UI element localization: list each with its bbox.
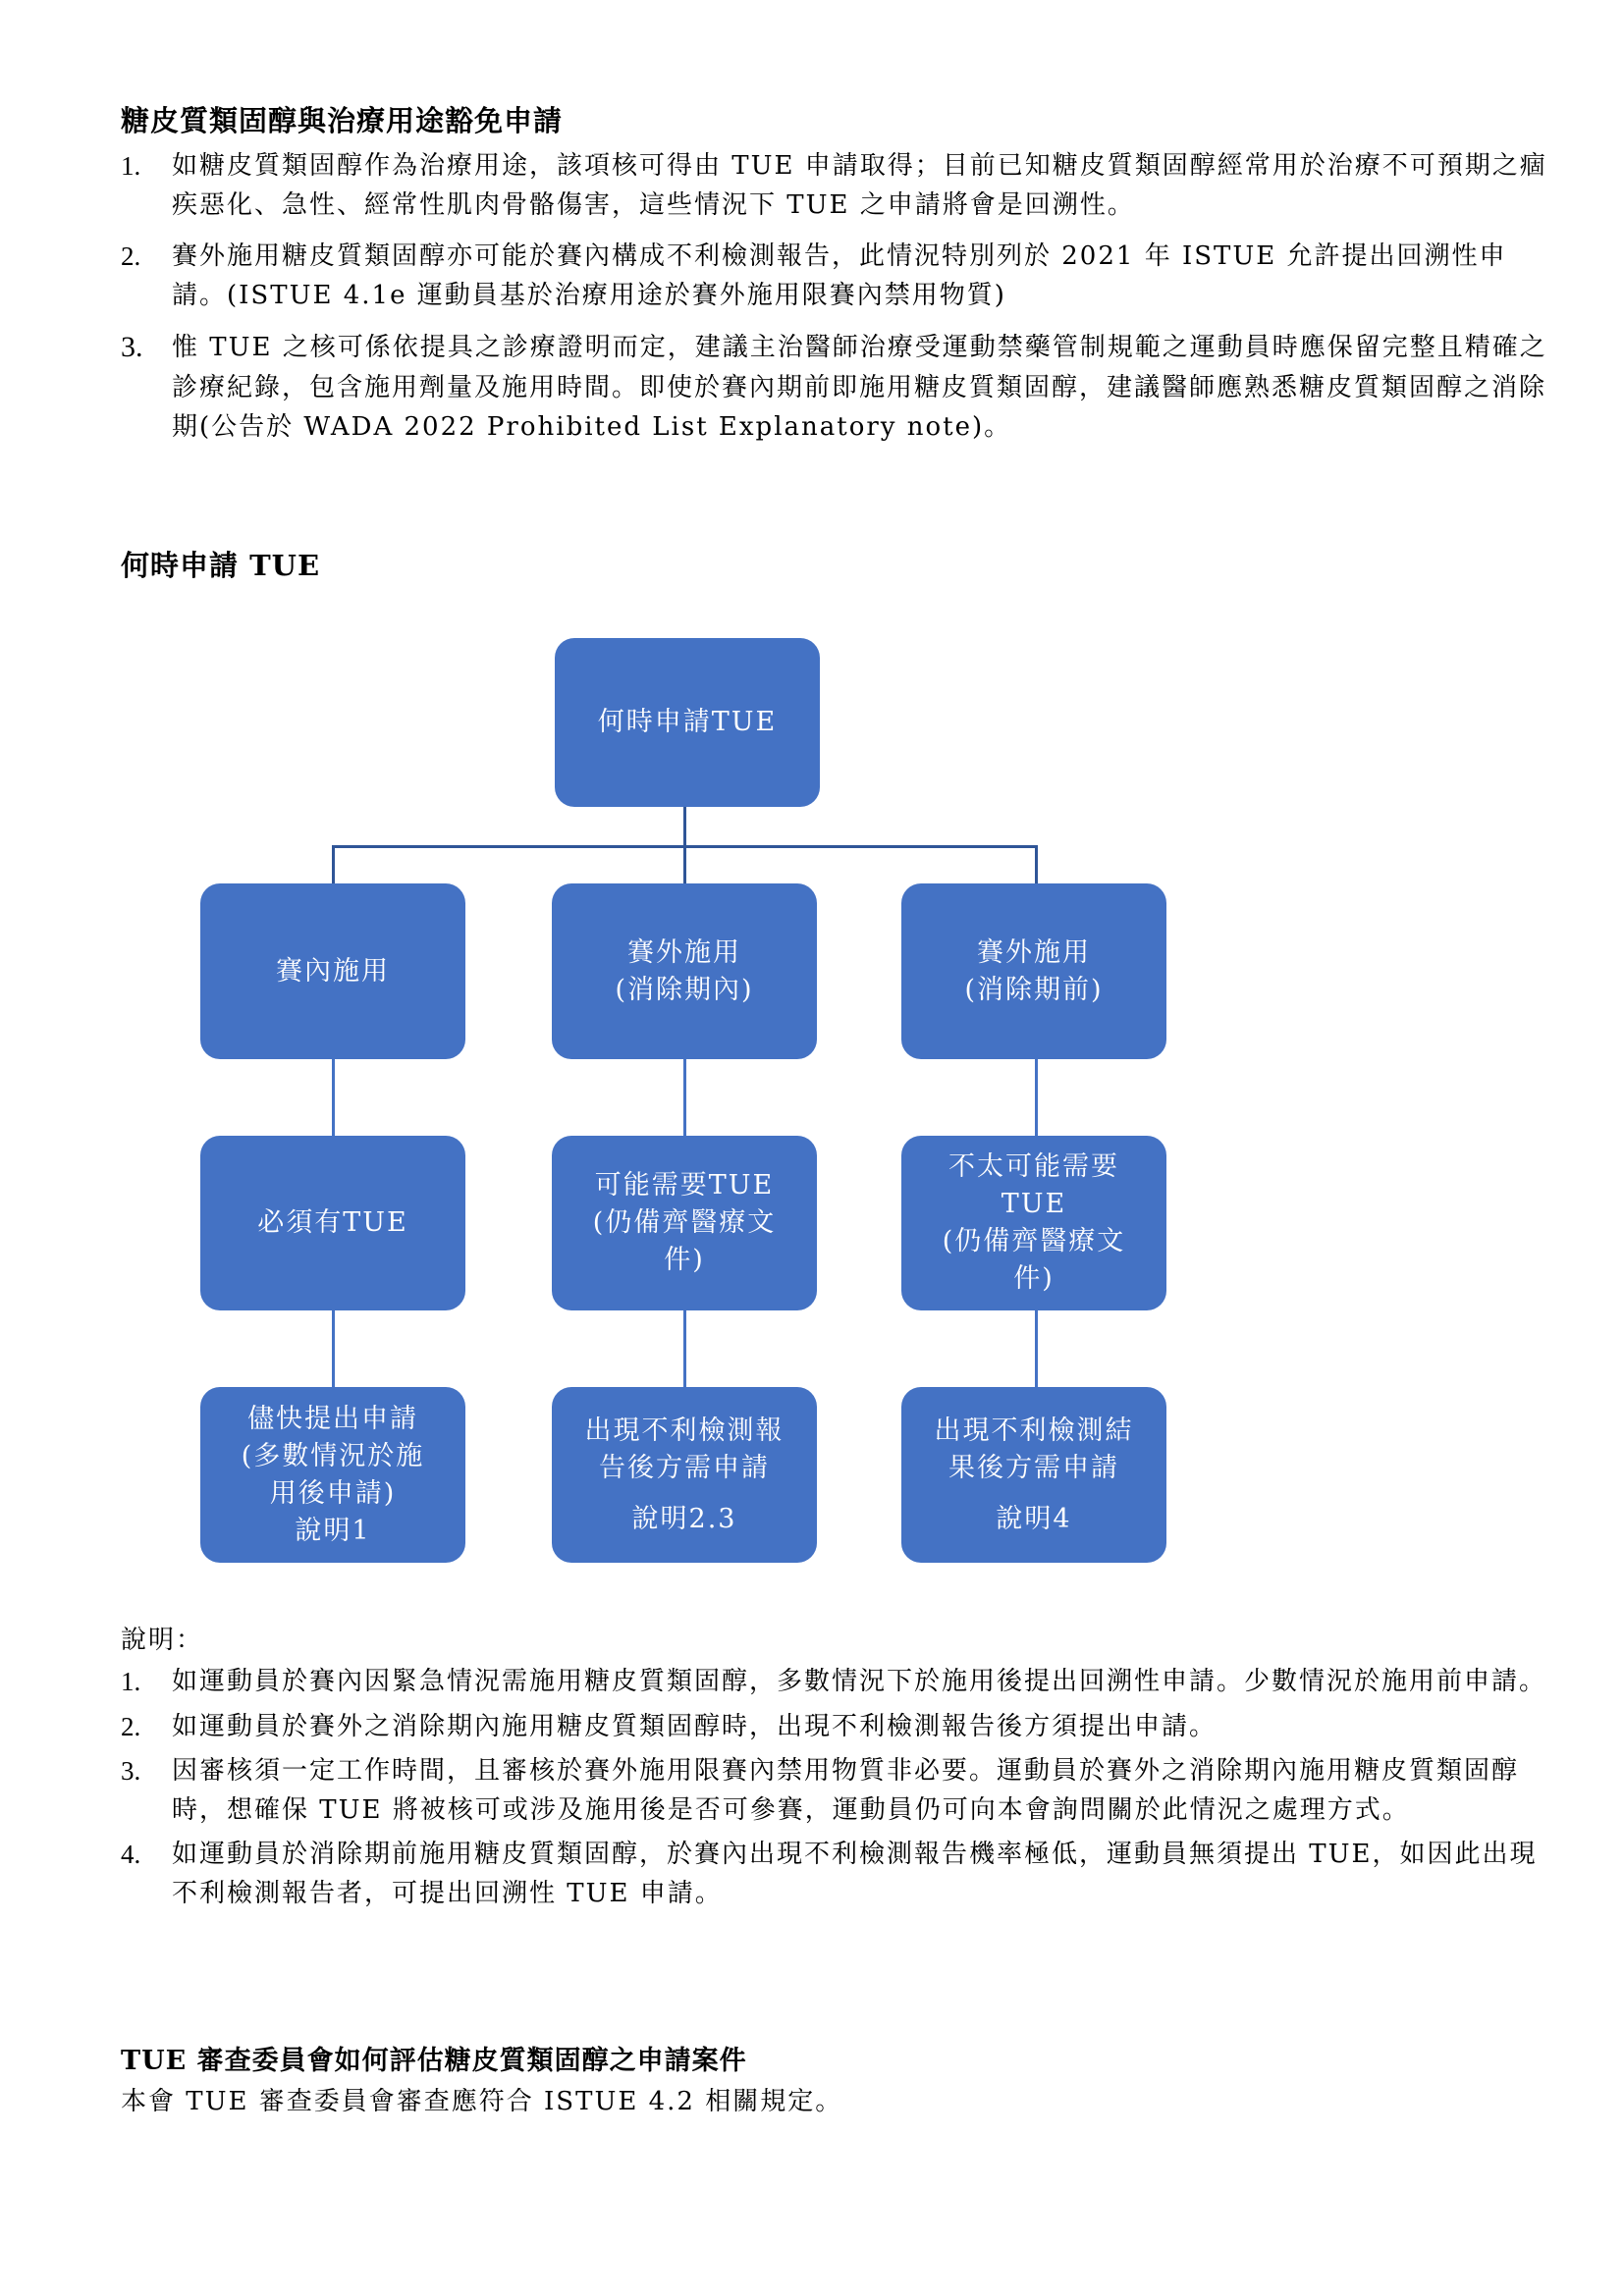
connector-horizontal [332, 845, 1037, 848]
list-number: 1. [121, 151, 141, 181]
node-label: 不太可能需要 [948, 1151, 1119, 1182]
node-apply-asap [200, 1387, 465, 1563]
connector-col3-l1-l2 [1035, 1059, 1038, 1136]
node-tue-may-be-required [552, 1136, 817, 1310]
list-text: 如運動員於賽外之消除期內施用糖皮質類固醇時，出現不利檢測報告後方須提出申請。 [172, 1711, 1218, 1741]
list-item [121, 1752, 1554, 1830]
node-label: 說明4 [996, 1503, 1072, 1534]
list-item [121, 1836, 1554, 1913]
node-in-competition-use [200, 883, 465, 1059]
node-label: 出現不利檢測報 [584, 1415, 785, 1446]
node-tue-unlikely-required [901, 1136, 1166, 1310]
node-label: (仍備齊醫療文 [592, 1207, 777, 1238]
list-number: 4. [121, 1840, 141, 1869]
node-label: (消除期前) [964, 974, 1104, 1005]
connector-col1-l1-l2 [332, 1059, 335, 1136]
section-heading-when-to-apply: 何時申請 TUE [121, 549, 321, 582]
node-apply-after-aaf [552, 1387, 817, 1563]
node-label: TUE [1001, 1189, 1067, 1219]
section-heading-glucocorticoid-tue: 糖皮質類固醇與治療用途豁免申請 [121, 104, 564, 137]
list-item [121, 328, 1554, 448]
notes-list [121, 1663, 1554, 1913]
connector-col1 [332, 845, 335, 883]
section-heading-review-committee: TUE 審查委員會如何評估糖皮質類固醇之申請案件 [121, 2046, 747, 2076]
list-number: 3. [121, 331, 143, 363]
node-out-of-competition-within-washout [552, 883, 817, 1059]
flowchart-root-node [555, 638, 820, 807]
section1-list [121, 147, 1554, 448]
list-item [121, 238, 1554, 315]
node-tue-required [200, 1136, 465, 1310]
node-label: 賽內施用 [276, 955, 390, 987]
node-label: 告後方需申請 [599, 1452, 770, 1483]
list-text: 因審核須一定工作時間，且審核於賽外施用限賽內禁用物質非必要。運動員於賽外之消除期內施用糖皮質類固醇時，想確保 TUE 將被核可或涉及施用後是否可參賽，運動員仍可向本會詢問關於此情況之處理方式。 [172, 1756, 1520, 1825]
node-label: 出現不利檢測結 [934, 1415, 1134, 1446]
node-label: 賽外施用 [627, 936, 741, 968]
list-item [121, 1663, 1554, 1702]
list-number: 2. [121, 1711, 141, 1741]
list-number: 2. [121, 241, 141, 271]
node-apply-after-aaf-result [901, 1387, 1166, 1563]
node-label: 何時申請TUE [597, 707, 778, 737]
list-number: 1. [121, 1667, 141, 1696]
node-label: 儘快提出申請 [247, 1403, 418, 1434]
review-committee-body: 本會 TUE 審查委員會審查應符合 ISTUE 4.2 相關規定。 [121, 2087, 843, 2116]
notes-heading: 說明： [121, 1626, 204, 1655]
connector-col2-l1-l2 [683, 1059, 686, 1136]
connector-col3-l2-l3 [1035, 1310, 1038, 1387]
node-label: 可能需要TUE [594, 1170, 775, 1201]
list-text: 如糖皮質類固醇作為治療用途，該項核可得由 TUE 申請取得；目前已知糖皮質類固醇經常用於治療不可預期之痼疾惡化、急性、經常性肌肉骨骼傷害，這些情況下 TUE 之申請將會是回溯性。 [172, 151, 1547, 220]
connector-col2-l2-l3 [683, 1310, 686, 1387]
list-number: 3. [121, 1756, 141, 1786]
node-out-of-competition-before-washout [901, 883, 1166, 1059]
list-text: 如運動員於消除期前施用糖皮質類固醇，於賽內出現不利檢測報告機率極低，運動員無須提出 TUE，如因此出現不利檢測報告者，可提出回溯性 TUE 申請。 [172, 1840, 1538, 1908]
connector-col3 [1035, 845, 1038, 883]
node-label: (消除期內) [615, 974, 754, 1005]
node-label: (多數情況於施 [241, 1440, 425, 1471]
list-text: 賽外施用糖皮質類固醇亦可能於賽內構成不利檢測報告，此情況特別列於 2021 年 ISTUE 允許提出回溯性申請。(ISTUE 4.1e 運動員基於治療用途於賽外施用限賽內禁用物質) [172, 241, 1507, 310]
node-label: 果後方需申請 [948, 1452, 1119, 1483]
list-item [121, 1708, 1554, 1747]
node-label: 用後申請) [269, 1477, 397, 1509]
node-label: (仍備齊醫療文 [942, 1226, 1126, 1256]
node-label: 說明1 [295, 1515, 371, 1546]
node-label: 必須有TUE [257, 1207, 408, 1238]
list-text: 如運動員於賽內因緊急情況需施用糖皮質類固醇，多數情況下於施用後提出回溯性申請。少數情況於施用前申請。 [172, 1667, 1547, 1696]
node-label: 件) [664, 1245, 705, 1275]
node-label: 件) [1013, 1263, 1055, 1294]
list-text: 惟 TUE 之核可係依提具之診療證明而定，建議主治醫師治療受運動禁藥管制規範之運動員時應保留完整且精確之診療紀錄，包含施用劑量及施用時間。即使於賽內期前即施用糖皮質類固醇，建議醫師應熟悉糖皮質類固醇之消除期(公告於 WADA 2022 Prohibited List Explanatory note)。 [172, 333, 1547, 442]
node-label: 說明2.3 [631, 1503, 737, 1534]
connector-col1-l2-l3 [332, 1310, 335, 1387]
list-item [121, 147, 1554, 225]
node-label: 賽外施用 [977, 936, 1091, 968]
